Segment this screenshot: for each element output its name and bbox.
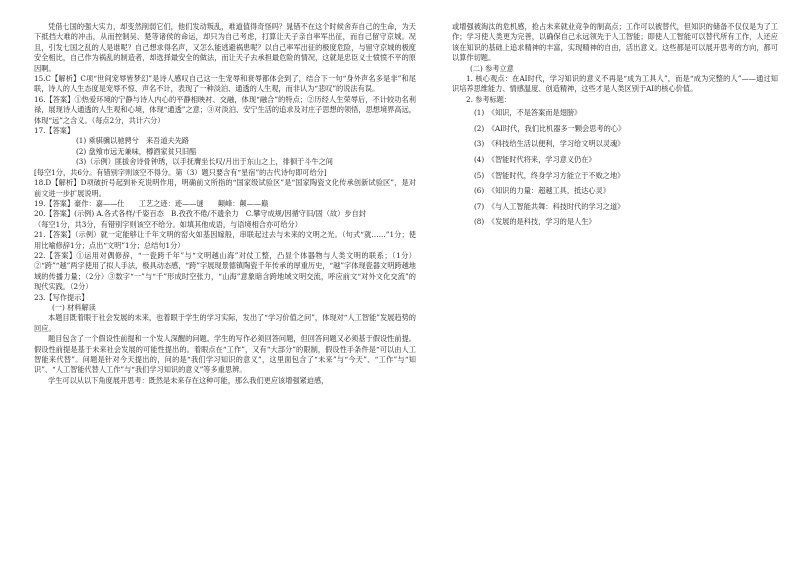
answer-q20-scoring: （每空1分，共3分，有错别字则该空不给分。如填其他成语，与语境相合亦可给分） <box>34 219 302 229</box>
answer-q18: 18.D【解析】D项破折号起到补充说明作用，明确前文所指的“国家级试验区”是“国家陶瓷文化传承创新试验区”，是对前文进一步扩展说明。 <box>34 178 416 198</box>
translation-paragraph: 凭借七国的强大实力，却变然削弱它们，他们发动叛乱，难道值得奇怪吗？晁错不在这个时候舍弃自己的生命，为天下抵挡大难的冲击，从而控制吴、楚等诸侯的命运，却只为自己考虑，打算让天子亲自率军出征，而自己留守京城。况且，引发七国之乱的人是谁呢？自己想求得名声，又怎么能逃避祸患呢？以自己率军出征的极度危险，与留守京城的极度安全相比，自己作为祸乱的制造者，却选择最安全的做法，而让天子去承担最危险的情况，这就是忠臣义士愤愤不平的原因啊。 <box>34 22 416 73</box>
answer-q22: 22.【答案】①运用对偶修辞，“一瓷跨千年”与“文明越山海”对仗工整，凸显个体器物与人类文明的联系；（1分）②“跨”“越”两字使用了拟人手法，极具动态感，“跨”字展现景德镇陶瓷千年传承的厚重历史，“越”字体现瓷器文明跨越地域的传播力量；（2分）③数字“一”与“千”形成时空张力，“山海”意象暗含跨地域文明交流，呼应前文“对外文化交流”的现代实践。（2分） <box>34 250 416 292</box>
left-column <box>34 22 416 386</box>
answer-q16: 16.【答案】①热爱环境的宁静与诗人内心的平静相映衬、交融，体现“融合”的特点；②历经人生荣辱后，不计较功名利禄，展现诗人通透的人生观和心境，体现“通透”之意；③对淡泊、安宁生活的追求及对庄子思想的领悟，思想境界高远，体现“远”之含义。（每点2分，共计六分） <box>34 94 416 125</box>
reference-titles-heading: 2. 参考标题： <box>466 94 512 104</box>
reference-title-item: (6) 《知识的力量：超越工具，抵达心灵》 <box>474 186 610 196</box>
reference-title-item: (3) 《科技给生活以便利，学习给文明以灵魂》 <box>474 139 625 149</box>
reference-title-item: (7) 《与人工智能共舞：科技时代的学习之道》 <box>474 201 625 211</box>
materials-paragraph-1: 本题目既着眼于社会发展的未来，也着眼于学生的学习实际，发出了“学习价值之问”，体现对“人工智能”发展趋势的回应。 <box>34 313 416 333</box>
writing-prompt-heading: 23.【写作提示】 <box>34 292 89 302</box>
answer-q17-line-2: (2) 盘飧市远无兼味，樽酒家贫只旧醅 <box>76 146 197 156</box>
answer-q15: 15.C【解析】C项“世间宠辱皆梦幻”是诗人感叹自己这一生宠辱和衰辱都体会到了，结合下一句“身外声名多是非”和尾联，诗人的人生态度是宠辱不惊、声名不计，表现了一种淡泊、通透的人生观，而非认为“悲叹”的说法有误。 <box>34 74 416 94</box>
materials-paragraph-3: 学生可以从以下角度展开思考：既然是未来存在这种可能，那么我们更应该增强紧迫感， <box>48 375 329 385</box>
reference-title-item: (4) 《智能时代将来，学习意义仍在》 <box>474 155 596 165</box>
materials-paragraph-continuation: 或增强被淘汰的危机感，抢占未来就业竞争的制高点；工作可以被替代，但知识的储备不仅仅是为了工作；学习使人类更为完善，以确保自己永远领先于人工智能；即使人工智能可以替代所有工作，人还应该在知识的基础上追求精神的丰富，实现精神的自由，活出意义。这些都是可以展开思考的方向，都可以算作切题。 <box>452 22 778 63</box>
answer-q17-scoring: [每空1分，共6分。有错别字则该空不得分。第（3）题只要含有“星宿”的古代诗句即可给分] <box>34 167 327 177</box>
answer-q17-line-1: (1) 乘骐骥以驰骋兮 来吾道夫先路 <box>76 136 190 146</box>
reference-title-item: (1) 《知识，不是答案而是翅膀》 <box>474 108 582 118</box>
answer-q19: 19.【答案】豪作：嘉——仕 工艺之迹：迹——谜 颠峰：颠——巅 <box>34 198 269 208</box>
reference-title-item: (5) 《智能时代，终身学习方能立于不败之地》 <box>474 170 625 180</box>
reference-title-item: (8) 《发展的是科技，学习的是人生》 <box>474 217 596 227</box>
reference-theme-title: (二) 参考立意 <box>470 63 514 73</box>
materials-paragraph-2: 题目包含了一个假设性前提和一个发人深醒的问题。学生的写作必须回答问题，但回答问题又必须基于假设性前提。假设性前提是基于未来社会发展的可能性提出的。着眼点在“工作”，又有“大部分”的限制，假设性手条件是“可以由人工智能来代替”。问题是针对今天提出的，问的是“我们学习知识的意义”，这里面包含了“未来”与“今天”、“工作”与“知识”、“人工智能代替人工作”与“我们学习知识的意义”等多重思辨。 <box>34 334 416 375</box>
answer-q21: 21.【答案】（示例）就一定能够让千年文明的窑火如基因嫁般，串联起过去与未来的文明之光。（句式“就……”1分；使用比喻修辞1分；点出“文明”1分；总结句1分） <box>34 230 416 250</box>
right-column <box>452 22 778 230</box>
answer-q17-heading: 17.【答案】 <box>34 126 75 136</box>
answer-q17-line-3: (3)（示例）匪拔舍诗骨钟琇，以手抚膺坐长叹/月出于东山之上，徘徊于斗牛之间 <box>76 157 333 167</box>
answer-q20: 20.【答案】(示例) A.各式各样/千姿百态 B.孜孜不倦/不遗余力 C.攀守成规/因循守旧/固（故）步自封 <box>34 209 366 219</box>
materials-title: (一) 材料解读 <box>52 302 96 312</box>
core-viewpoint: 1. 核心观点：在AI时代，学习知识的意义不再是“成为工具人”，而是“成为完整的人”——通过知识培养思维能力、情感温度、创造精神，这些才是人类区别于AI的核心价值。 <box>452 74 778 94</box>
reference-title-item: (2) 《AI时代，我们比机器多一颗会思考的心》 <box>474 123 626 133</box>
